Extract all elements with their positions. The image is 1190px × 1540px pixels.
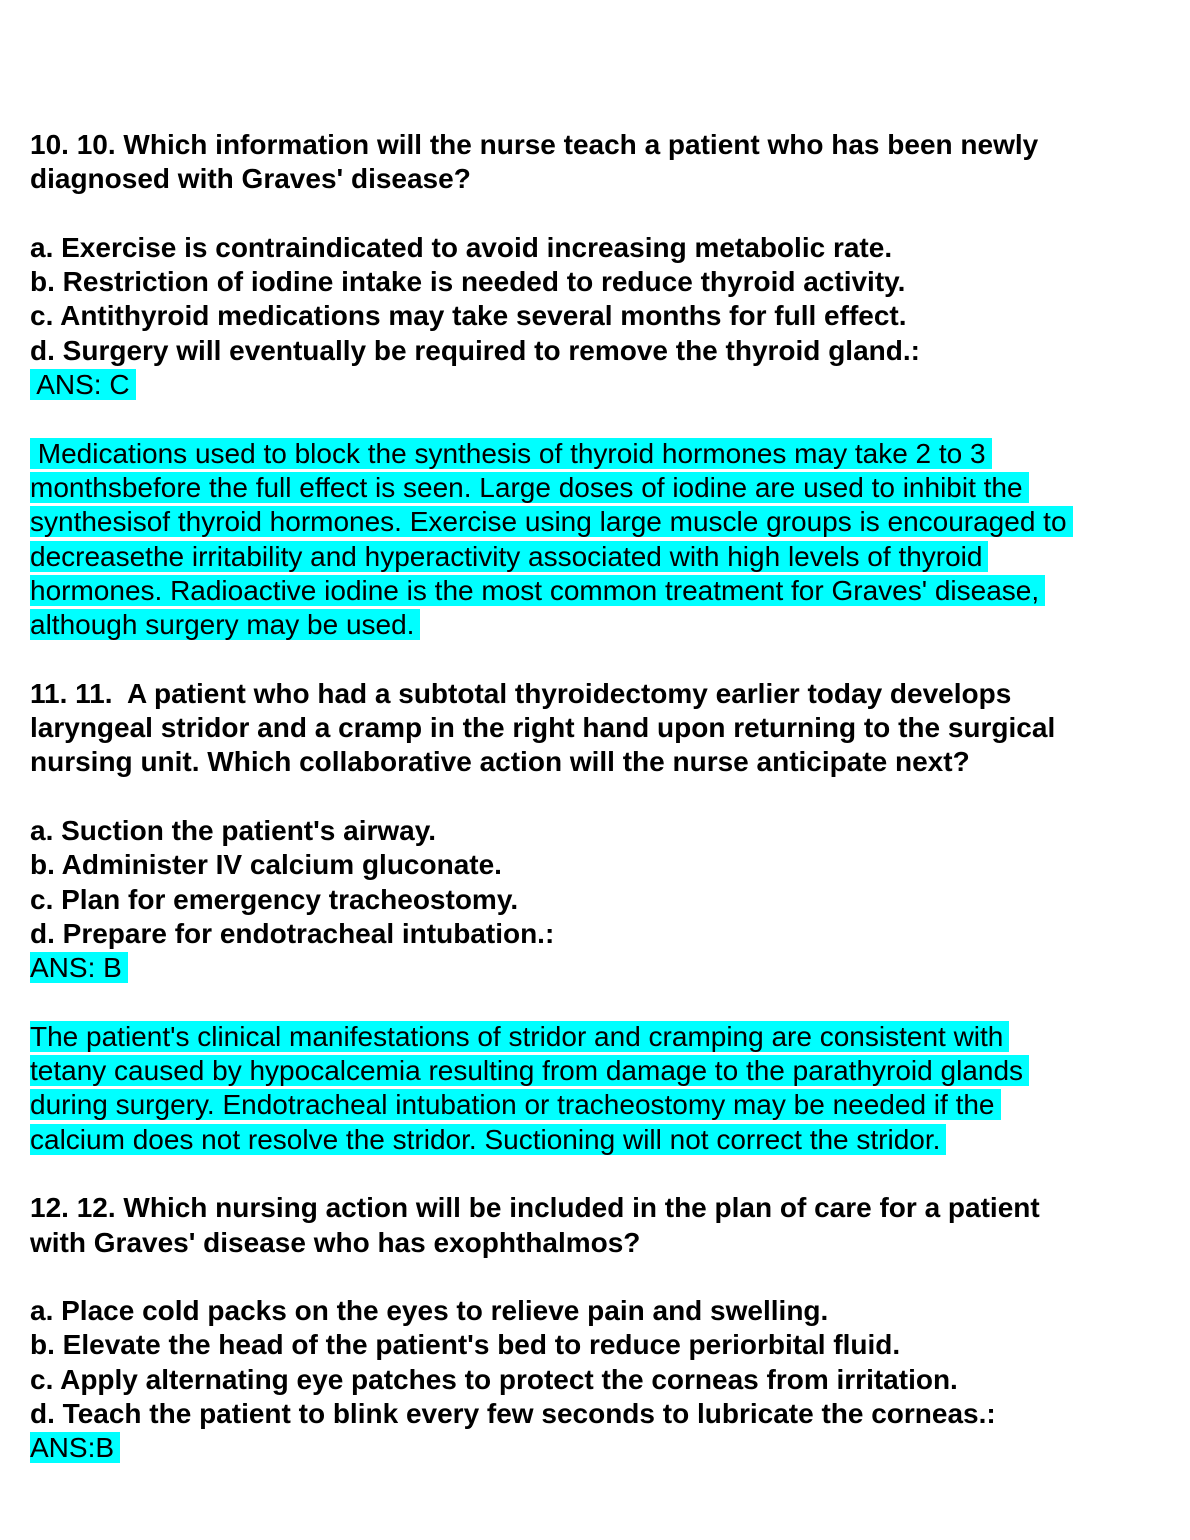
answer-option: b. Elevate the head of the patient's bed to reduce periorbital fluid. — [30, 1329, 901, 1361]
question-10 — [30, 128, 1170, 677]
spacer — [30, 780, 1170, 814]
spacer — [30, 642, 1170, 676]
rationale-text: calcium does not resolve the stridor. Suctioning will not correct the stridor. — [30, 1124, 946, 1155]
answer-option: c. Plan for emergency tracheostomy. — [30, 883, 519, 915]
answer-key-line — [30, 1431, 1170, 1465]
question-prompt: 10. 10. Which information will the nurse teach a patient who has been newly — [30, 129, 1039, 160]
rationale-line — [30, 574, 1170, 608]
answer-option: d. Surgery will eventually be required to remove the thyroid gland.: — [30, 334, 920, 366]
answer-option: a. Place cold packs on the eyes to relieve pain and swelling. — [30, 1295, 829, 1327]
rationale-text: hormones. Radioactive iodine is the most common treatment for Graves' disease, — [30, 575, 1045, 606]
spacer — [30, 402, 1170, 436]
rationale-line — [30, 1054, 1170, 1088]
answer-option: d. Prepare for endotracheal intubation.: — [30, 917, 555, 949]
rationale-text: synthesisof thyroid hormones. Exercise using large muscle groups is encouraged to — [30, 506, 1073, 537]
rationale-line — [30, 437, 1170, 471]
spacer — [30, 1260, 1170, 1294]
rationale-text: The patient's clinical manifestations of stridor and cramping are consistent with — [30, 1021, 1009, 1052]
answer-option: c. Antithyroid medications may take several months for full effect. — [30, 300, 907, 332]
document-page — [30, 128, 1170, 1466]
answer-key-line — [30, 951, 1170, 985]
answer-option: a. Exercise is contraindicated to avoid increasing metabolic rate. — [30, 231, 893, 263]
answer-key-line — [30, 368, 1170, 402]
question-prompt: laryngeal stridor and a cramp in the right hand upon returning to the surgical — [30, 712, 1056, 744]
answer-key: ANS: C — [30, 369, 136, 400]
spacer — [30, 197, 1170, 231]
rationale-line — [30, 1123, 1170, 1157]
answer-option: b. Administer IV calcium gluconate. — [30, 849, 502, 881]
answer-key: ANS:B — [30, 1432, 120, 1463]
spacer — [30, 1157, 1170, 1191]
spacer — [30, 985, 1170, 1019]
question-prompt: 12. 12. Which nursing action will be included in the plan of care for a patient — [30, 1192, 1040, 1224]
answer-option: d. Teach the patient to blink every few seconds to lubricate the corneas.: — [30, 1397, 996, 1429]
rationale-line — [30, 608, 1170, 642]
answer-option: a. Suction the patient's airway. — [30, 814, 437, 846]
rationale-line — [30, 1088, 1170, 1122]
rationale-line — [30, 1020, 1170, 1054]
answer-option: c. Apply alternating eye patches to protect the corneas from irritation. — [30, 1363, 958, 1395]
question-prompt: diagnosed with Graves' disease? — [30, 163, 471, 195]
question-prompt: 11. 11. A patient who had a subtotal thyroidectomy earlier today develops — [30, 677, 1012, 709]
rationale-line — [30, 505, 1170, 539]
question-prompt: with Graves' disease who has exophthalmos? — [30, 1226, 641, 1258]
rationale-text: monthsbefore the full effect is seen. Large doses of iodine are used to inhibit the — [30, 472, 1029, 503]
question-11 — [30, 677, 1170, 1191]
question-12 — [30, 1191, 1170, 1465]
rationale-line — [30, 471, 1170, 505]
rationale-text: tetany caused by hypocalcemia resulting from damage to the parathyroid glands — [30, 1055, 1029, 1086]
rationale-text: decreasethe irritability and hyperactivity associated with high levels of thyroid — [30, 541, 988, 572]
answer-option: b. Restriction of iodine intake is needed to reduce thyroid activity. — [30, 266, 906, 298]
question-prompt: nursing unit. Which collaborative action will the nurse anticipate next? — [30, 746, 970, 778]
rationale-text: although surgery may be used. — [30, 609, 420, 640]
rationale-line — [30, 540, 1170, 574]
rationale-text: Medications used to block the synthesis of thyroid hormones may take 2 to 3 — [30, 438, 992, 469]
rationale-text: during surgery. Endotracheal intubation or tracheostomy may be needed if the — [30, 1089, 1001, 1120]
answer-key: ANS: B — [30, 952, 128, 983]
